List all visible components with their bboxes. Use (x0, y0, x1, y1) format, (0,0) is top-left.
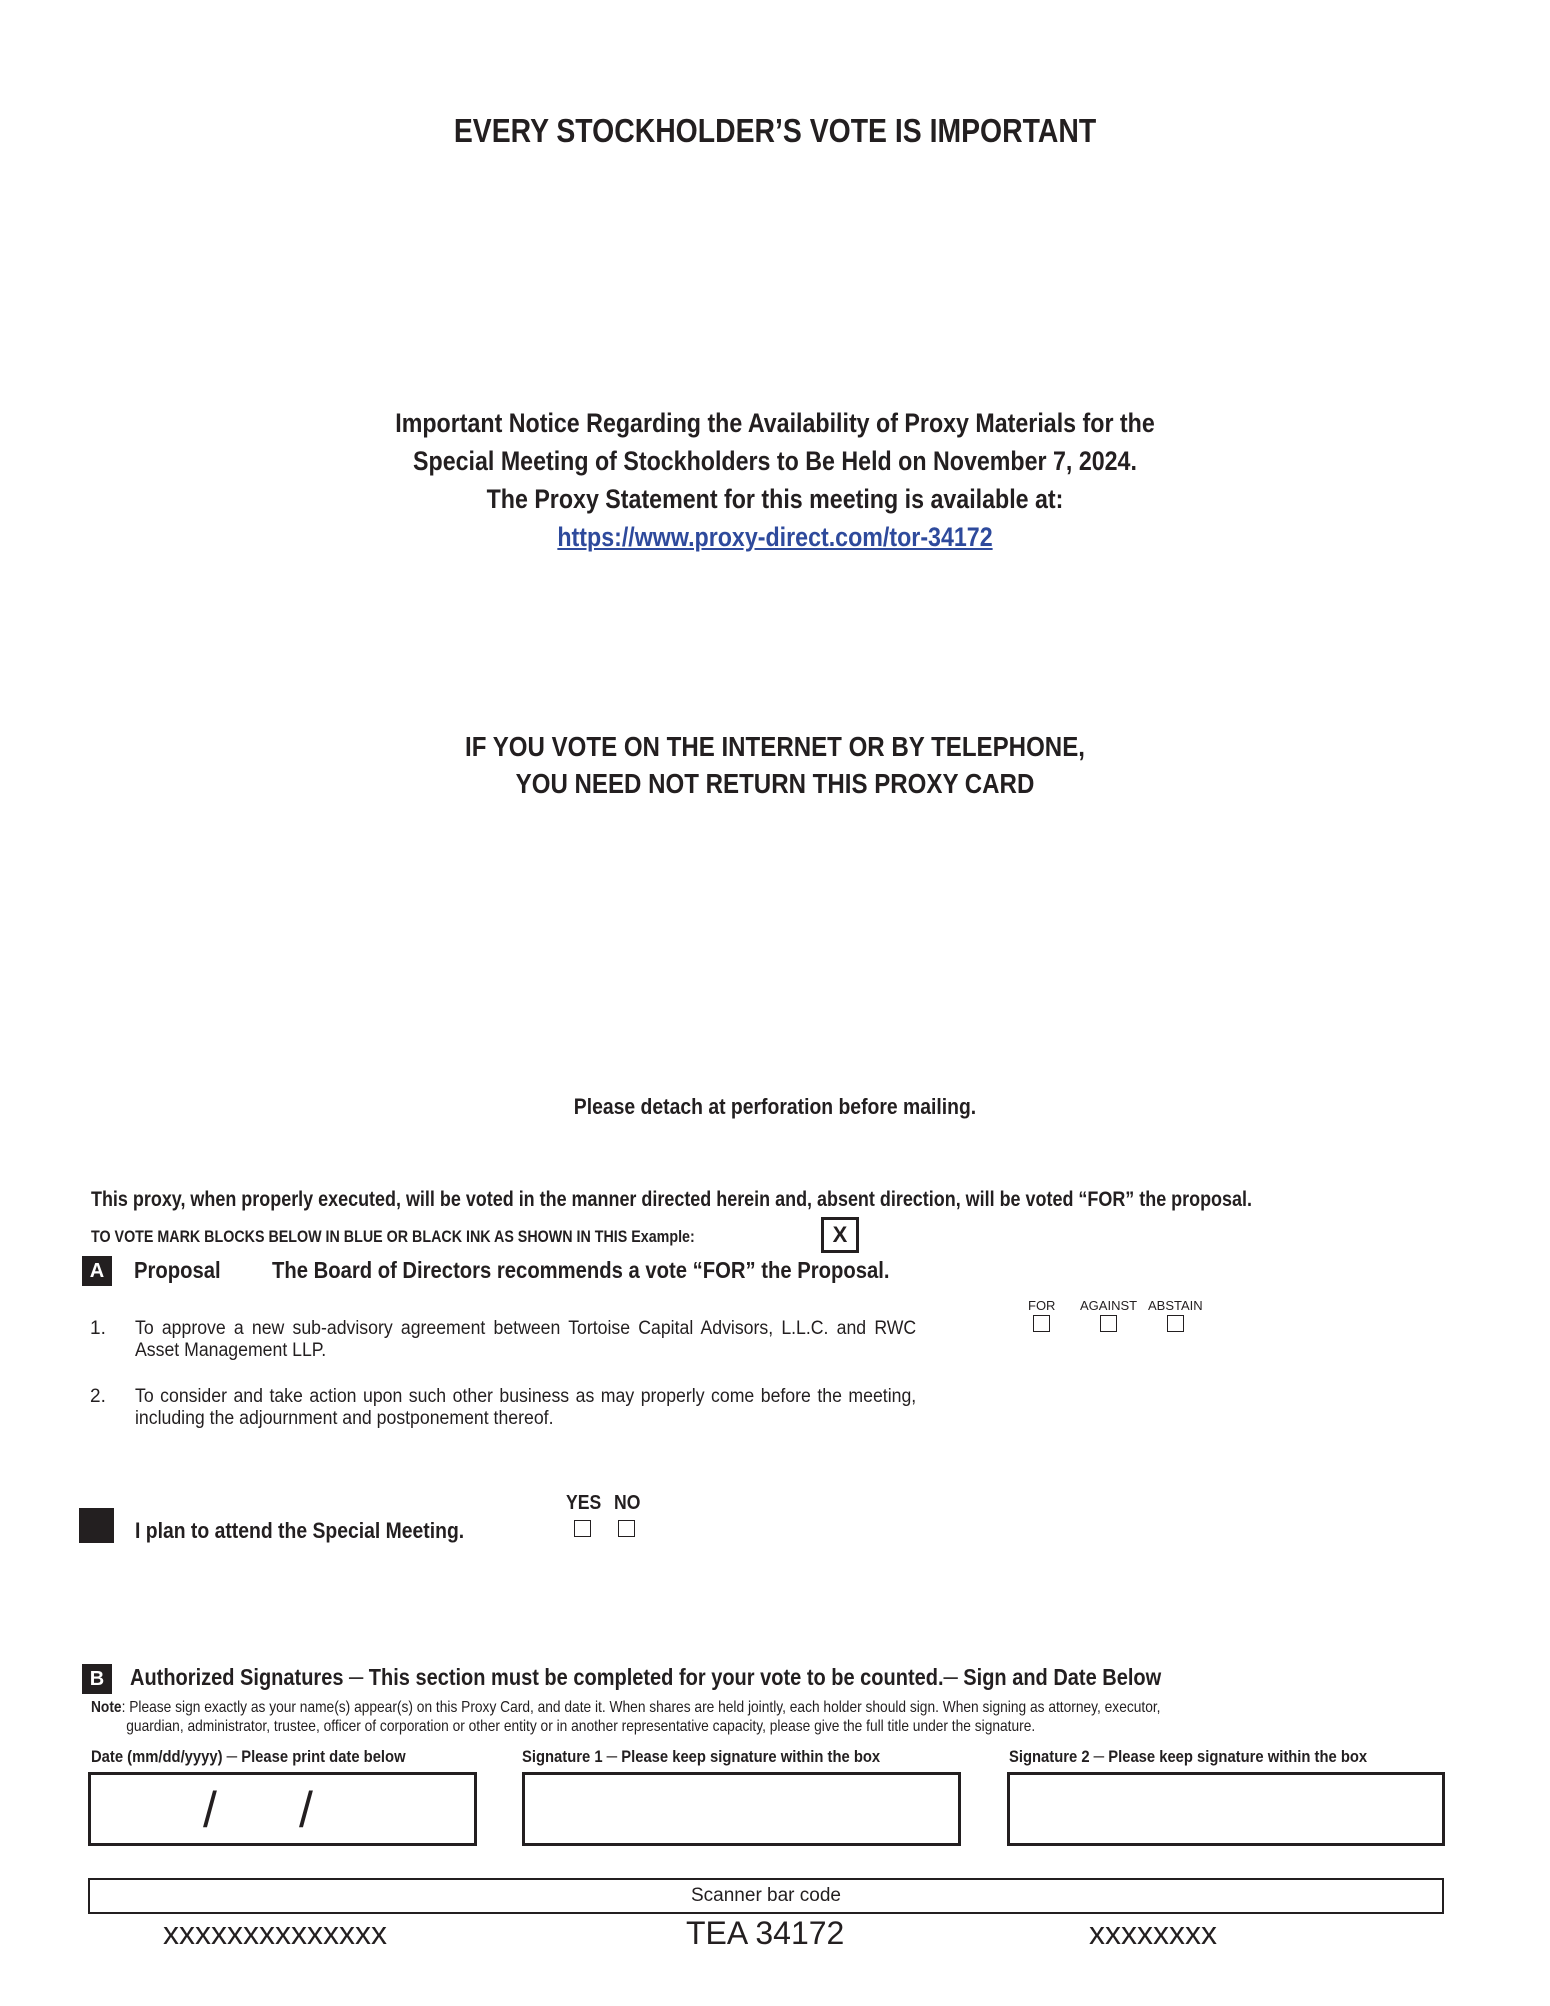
note-line-2: guardian, administrator, trustee, officer of corporation or other entity or in another representative capacity, please give the full title under the signature. (126, 1718, 1036, 1735)
proposal-1-for-checkbox[interactable] (1033, 1315, 1050, 1332)
board-recommendation: The Board of Directors recommends a vote “FOR” the Proposal. (272, 1257, 890, 1283)
proxy-materials-notice (109, 404, 1442, 556)
column-header-for: FOR (1028, 1298, 1056, 1313)
proposal-1-number: 1. (90, 1318, 106, 1339)
note-line-1: : Please sign exactly as your name(s) appear(s) on this Proxy Card, and date it. When shares are held jointly, each holder should sign. When signing as attorney, executor, (121, 1699, 1161, 1716)
signature-1-label: Signature 1 ─ Please keep signature within the box (522, 1747, 881, 1766)
proposal-label: Proposal (134, 1257, 221, 1283)
signature-2-label: Signature 2 ─ Please keep signature within the box (1009, 1747, 1368, 1766)
column-header-against: AGAINST (1080, 1298, 1138, 1313)
signature-2-field[interactable] (1007, 1772, 1445, 1846)
proxy-statement-link[interactable]: https://www.proxy-direct.com/tor-34172 (557, 522, 993, 552)
proxy-statement-text: This proxy, when properly executed, will be voted in the manner directed herein and, absent direction, will be voted “FOR” the proposal. (91, 1188, 1252, 1211)
attend-no-label: NO (614, 1492, 641, 1514)
notice-line-1: Important Notice Regarding the Availability of Proxy Materials for the (395, 408, 1155, 438)
voting-instructions: TO VOTE MARK BLOCKS BELOW IN BLUE OR BLACK INK AS SHOWN IN THIS Example: (91, 1227, 695, 1246)
date-separator-2: / (299, 1782, 313, 1838)
proposal-2-number: 2. (90, 1386, 106, 1407)
proposal-1-text: To approve a new sub-advisory agreement between Tortoise Capital Advisors, L.L.C. and RWC Asset Management LLP. (135, 1318, 917, 1361)
attend-yes-checkbox[interactable] (574, 1520, 591, 1537)
attend-yes-label: YES (566, 1492, 602, 1514)
proposal-1-against-checkbox[interactable] (1100, 1315, 1117, 1332)
column-header-abstain: ABSTAIN (1148, 1298, 1203, 1313)
attend-no-checkbox[interactable] (618, 1520, 635, 1537)
note-label: Note (91, 1699, 122, 1716)
internet-notice-line-1: IF YOU VOTE ON THE INTERNET OR BY TELEPHONE, (465, 731, 1085, 762)
signatures-heading: Authorized Signatures ─ This section must be completed for your vote to be counted.─ Sign and Date Below (130, 1664, 1162, 1690)
proposal-1-abstain-checkbox[interactable] (1167, 1315, 1184, 1332)
attend-meeting-text: I plan to attend the Special Meeting. (135, 1518, 465, 1543)
scanner-barcode-box: Scanner bar code (88, 1878, 1444, 1914)
attend-marker-block (79, 1508, 114, 1543)
internet-vote-notice (109, 728, 1442, 802)
footer-code-left: xxxxxxxxxxxxxx (163, 1915, 387, 1951)
internet-notice-line-2: YOU NEED NOT RETURN THIS PROXY CARD (515, 768, 1035, 799)
signature-1-field[interactable] (522, 1772, 961, 1846)
detach-instruction: Please detach at perforation before mailing. (573, 1094, 977, 1119)
notice-line-2: Special Meeting of Stockholders to Be Held on November 7, 2024. (413, 446, 1137, 476)
date-separator-1: / (203, 1782, 217, 1838)
section-b-badge: B (82, 1664, 112, 1694)
footer-code-center: TEA 34172 (686, 1915, 845, 1951)
footer-code-right: xxxxxxxx (1089, 1915, 1217, 1951)
page-headline: EVERY STOCKHOLDER’S VOTE IS IMPORTANT (453, 112, 1097, 149)
signature-note (91, 1698, 1347, 1736)
date-field-label: Date (mm/dd/yyyy) ─ Please print date below (91, 1747, 406, 1766)
example-mark-box: X (821, 1217, 859, 1253)
proposal-2-text: To consider and take action upon such other business as may properly come before the meeting, including the adjournment and postponement thereof. (135, 1386, 917, 1429)
notice-line-3: The Proxy Statement for this meeting is available at: (486, 484, 1064, 514)
section-a-badge: A (82, 1256, 112, 1286)
date-field[interactable] (88, 1772, 477, 1846)
